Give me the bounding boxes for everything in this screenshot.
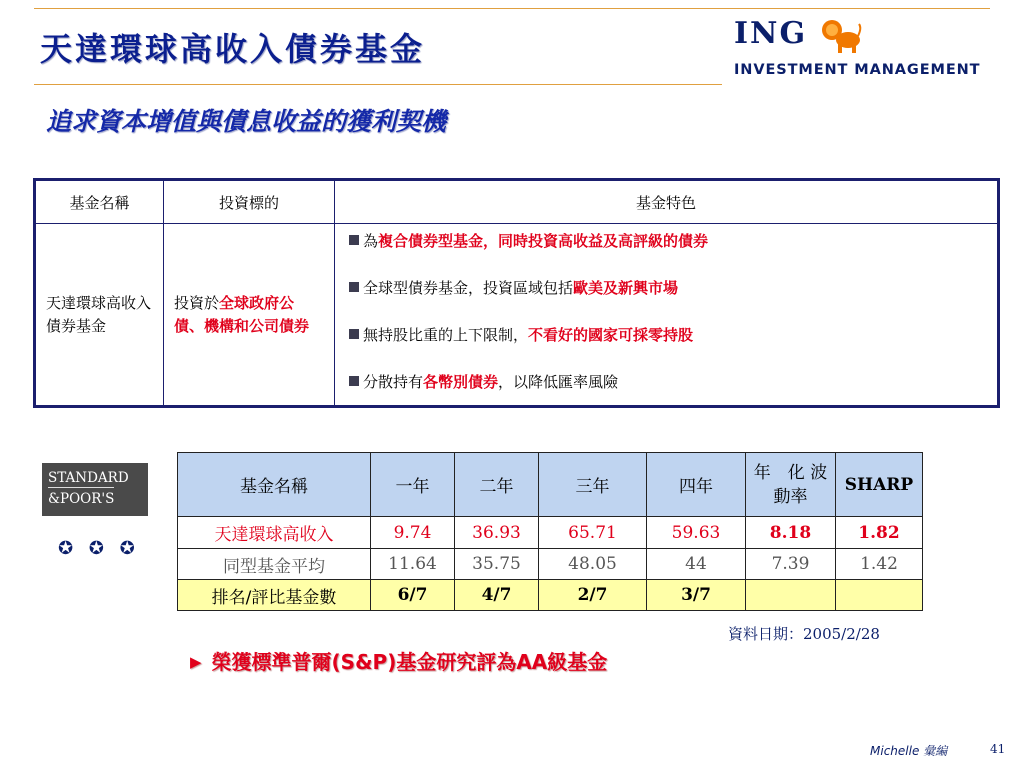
table-cell: 9.74 <box>371 517 455 549</box>
feature-item: 全球型債券基金，投資區域包括歐美及新興市場 <box>349 273 989 320</box>
perf-col-header: 年 化 波動率 <box>746 453 836 517</box>
square-bullet-icon <box>349 282 359 292</box>
table-cell <box>746 580 836 611</box>
table-cell: 6/7 <box>371 580 455 611</box>
page-number: 41 <box>990 742 1006 756</box>
table-cell: 11.64 <box>371 549 455 580</box>
table-row <box>178 517 923 549</box>
perf-col-header: SHARP <box>836 453 923 517</box>
fund-info-header-row <box>35 180 999 224</box>
table-cell: 36.93 <box>455 517 539 549</box>
fund-info-table <box>33 178 1000 408</box>
perf-col-header: 一年 <box>371 453 455 517</box>
footer-author: Michelle 彙編 <box>870 744 948 758</box>
perf-header-row <box>178 453 923 517</box>
ing-wordmark: ING <box>734 16 808 51</box>
target-highlight: 全球政府公債、機構和公司債券 <box>174 293 310 335</box>
perf-col-header: 四年 <box>647 453 746 517</box>
square-bullet-icon <box>349 235 359 245</box>
sp-logo <box>42 463 148 516</box>
sp-logo-line1: STANDARD <box>48 470 129 486</box>
table-row <box>178 580 923 611</box>
fund-name-cell: 天達環球高收入債券基金 <box>35 224 164 407</box>
page-title: 天達環球高收入債券基金 <box>40 30 426 68</box>
table-cell: 8.18 <box>746 517 836 549</box>
ing-tagline: INVESTMENT MANAGEMENT <box>734 62 981 78</box>
target-prefix: 投資於 <box>174 293 220 312</box>
table-row <box>178 549 923 580</box>
table-cell: 65.71 <box>539 517 647 549</box>
square-bullet-icon <box>349 329 359 339</box>
col-header-target: 投資標的 <box>164 180 335 224</box>
table-cell: 3/7 <box>647 580 746 611</box>
rating-note <box>190 646 607 675</box>
table-cell: 44 <box>647 549 746 580</box>
rating-stars-icon: ✪ ✪ ✪ <box>58 538 140 559</box>
target-cell <box>164 224 335 407</box>
col-header-fund-name: 基金名稱 <box>35 180 164 224</box>
col-header-features: 基金特色 <box>335 180 999 224</box>
table-cell: 4/7 <box>455 580 539 611</box>
square-bullet-icon <box>349 376 359 386</box>
table-cell: 48.05 <box>539 549 647 580</box>
data-date-note: 資料日期：2005/2/28 <box>728 625 880 643</box>
rating-note-text: 榮獲標準普爾(S&P)基金研究評為AA級基金 <box>211 650 608 674</box>
table-cell: 7.39 <box>746 549 836 580</box>
performance-table <box>177 452 923 611</box>
table-cell: 天達環球高收入 <box>178 517 371 549</box>
feature-item: 分散持有各幣別債券，以降低匯率風險 <box>349 367 989 405</box>
table-cell: 1.42 <box>836 549 923 580</box>
triangle-bullet-icon: ▶ <box>190 653 202 671</box>
perf-col-header: 基金名稱 <box>178 453 371 517</box>
table-cell: 同型基金平均 <box>178 549 371 580</box>
sp-logo-line2: &POOR'S <box>48 487 114 508</box>
feature-list <box>349 226 989 405</box>
features-cell <box>335 224 999 407</box>
perf-col-header: 三年 <box>539 453 647 517</box>
table-cell <box>836 580 923 611</box>
perf-col-header: 二年 <box>455 453 539 517</box>
page-subtitle: 追求資本增值與債息收益的獲利契機 <box>46 107 447 136</box>
fund-info-row <box>35 224 999 407</box>
table-cell: 35.75 <box>455 549 539 580</box>
table-cell: 排名/評比基金數 <box>178 580 371 611</box>
feature-item: 無持股比重的上下限制，不看好的國家可採零持股 <box>349 320 989 367</box>
top-divider <box>34 8 990 9</box>
table-cell: 1.82 <box>836 517 923 549</box>
title-divider <box>34 84 722 85</box>
lion-icon <box>818 16 862 54</box>
ing-logo <box>728 14 990 84</box>
table-cell: 59.63 <box>647 517 746 549</box>
feature-item: 為複合債券型基金，同時投資高收益及高評級的債券 <box>349 226 989 273</box>
table-cell: 2/7 <box>539 580 647 611</box>
